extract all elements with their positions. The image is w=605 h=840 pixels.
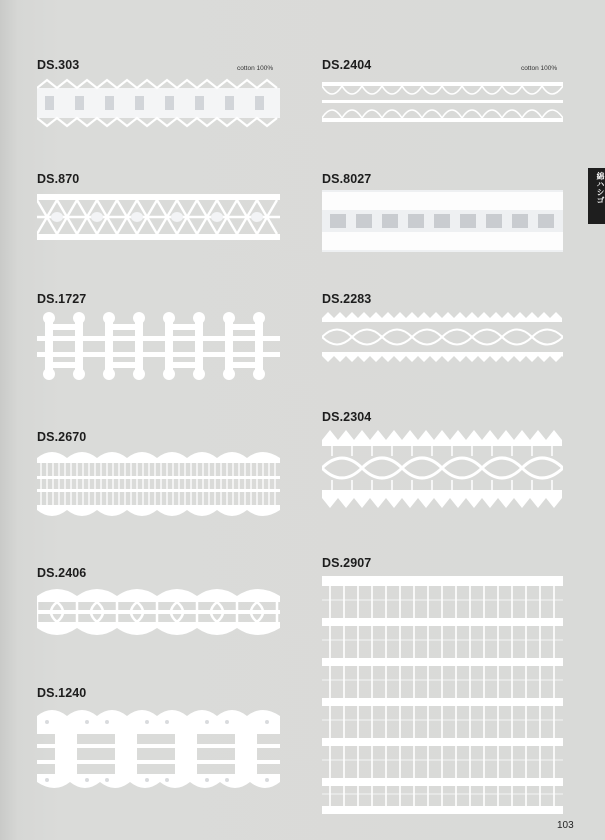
sample-code-ds2406: DS.2406 [37,566,87,580]
sample-code-ds2670: DS.2670 [37,430,87,444]
lace-sample-ds303 [37,76,280,130]
sample-code-ds2404: DS.2404 [322,58,372,72]
material-note-left: cotton 100% [237,65,274,72]
lace-sample-ds1727 [37,310,280,382]
lace-sample-ds870 [37,190,280,244]
lace-sample-ds2670 [37,448,280,520]
sample-code-ds1240: DS.1240 [37,686,87,700]
sample-code-ds870: DS.870 [37,172,80,186]
lace-sample-ds1240 [37,704,280,794]
lace-sample-ds2304 [322,428,563,510]
lace-sample-ds2907 [322,574,563,816]
lace-sample-ds2404 [322,80,563,124]
sample-code-ds2907: DS.2907 [322,556,372,570]
section-index-label: 綿ハシゴ [596,172,605,204]
sample-code-ds1727: DS.1727 [37,292,87,306]
material-note-right: cotton 100% [521,65,558,72]
lace-sample-ds2283 [322,310,563,364]
sample-code-ds8027: DS.8027 [322,172,372,186]
section-index-tab [588,168,605,224]
sample-code-ds2304: DS.2304 [322,410,372,424]
lace-sample-ds8027 [322,190,563,252]
sample-code-ds303: DS.303 [37,58,80,72]
sample-code-ds2283: DS.2283 [322,292,372,306]
page-number: 103 [557,820,574,831]
lace-sample-ds2406 [37,582,280,644]
